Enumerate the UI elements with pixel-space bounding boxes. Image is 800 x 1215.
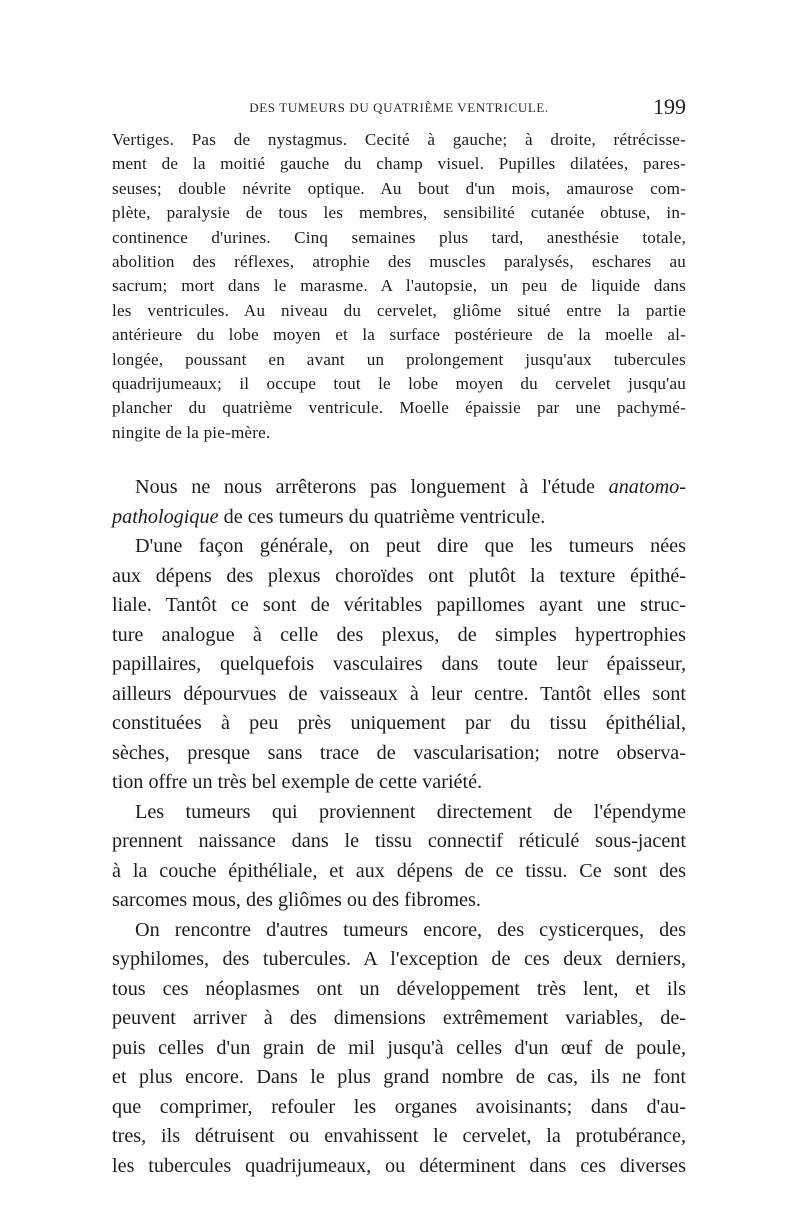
running-head: [112, 96, 686, 120]
main-text: [112, 473, 686, 1181]
text-line: tres, ils détruisent ou envahissent le cervelet, la protubérance,: [112, 1125, 686, 1147]
text-line: [112, 503, 686, 533]
text-segment: de ces tumeurs du quatrième ventricule.: [218, 505, 546, 528]
text-line: puis celles d'un grain de mil jusqu'à celles d'un œuf de poule,: [112, 1036, 686, 1059]
text-line: les tubercules quadrijumeaux, ou déterminent dans ces diverses: [112, 1154, 686, 1177]
text-line: Vertiges. Pas de nystagmus. Cecité à gauche; à droite, rétrécisse-: [112, 130, 686, 149]
running-title: DES TUMEURS DU QUATRIÈME VENTRICULE.: [249, 100, 549, 115]
text-segment: Nous ne nous arrêterons pas longuement à l'étude: [135, 476, 609, 498]
text-line: peuvent arriver à des dimensions extrêmement variables, de-: [112, 1007, 686, 1029]
italic-term: pathologique: [112, 505, 219, 528]
text-line: sacrum; mort dans le marasme. A l'autopsie, un peu de liquide dans: [112, 276, 686, 296]
text-line: les ventricules. Au niveau du cervelet, gliôme situé entre la partie: [112, 300, 686, 320]
text-line: continence d'urines. Cinq semaines plus tard, anesthésie totale,: [112, 227, 686, 247]
text-line: syphilomes, des tubercules. A l'exception de ces deux derniers,: [112, 948, 686, 970]
text-line: aux dépens des plexus choroïdes ont plutôt la texture épithé-: [112, 564, 686, 587]
text-line: On rencontre d'autres tumeurs encore, des cysticerques, des: [135, 918, 686, 941]
text-line: ailleurs dépourvues de vaisseaux à leur centre. Tantôt elles sont: [112, 682, 686, 705]
text-line: ture analogue à celle des plexus, de simples hypertrophies: [112, 623, 686, 646]
text-line: liale. Tantôt ce sont de véritables papillomes ayant une struc-: [112, 594, 686, 616]
text-line: D'une façon générale, on peut dire que les tumeurs nées: [135, 535, 686, 557]
page-number: 199: [653, 94, 686, 119]
text-line: Les tumeurs qui proviennent directement de l'épendyme: [135, 800, 686, 823]
text-line: prennent naissance dans le tissu connectif réticulé sous-jacent: [112, 830, 686, 852]
text-line: antérieure du lobe moyen et la surface postérieure de la moelle al-: [112, 325, 686, 345]
observation-paragraph: [112, 128, 686, 445]
text-line: abolition des réflexes, atrophie des muscles paralysés, eschares au: [112, 251, 686, 271]
text-line: ningite de la pie-mère.: [112, 422, 271, 442]
text-line: plancher du quatrième ventricule. Moelle épaissie par une pachymé-: [112, 398, 686, 418]
text-line: plète, paralysie de tous les membres, sensibilité cutanée obtuse, in-: [112, 203, 686, 223]
text-line: longée, poussant en avant un prolongement jusqu'aux tubercules: [112, 349, 686, 369]
text-line: que comprimer, refouler les organes avoisinants; dans d'au-: [112, 1095, 686, 1118]
text-line: sèches, presque sans trace de vascularisation; notre observa-: [112, 741, 686, 764]
text-line: à la couche épithéliale, et aux dépens de ce tissu. Ce sont des: [112, 859, 686, 882]
text-line: tion offre un très bel exemple de cette variété.: [112, 771, 483, 793]
text-line: papillaires, quelquefois vasculaires dans toute leur épaisseur,: [112, 653, 686, 675]
text-line: seuses; double névrite optique. Au bout d'un mois, amaurose com-: [112, 178, 686, 198]
text-line: tous ces néoplasmes ont un développement très lent, et ils: [112, 977, 686, 1000]
text-line: et plus encore. Dans le plus grand nombre de cas, ils ne font: [112, 1066, 686, 1088]
text-line: sarcomes mous, des gliômes ou des fibromes.: [112, 889, 481, 911]
text-line: constituées à peu près uniquement par du tissu épithélial,: [112, 712, 686, 734]
text-line: ment de la moitié gauche du champ visuel. Pupilles dilatées, pares-: [112, 154, 686, 174]
text-line: [112, 473, 686, 503]
text-line: quadrijumeaux; il occupe tout le lobe moyen du cervelet jusqu'au: [112, 373, 686, 393]
italic-term: anatomo-: [608, 476, 686, 498]
